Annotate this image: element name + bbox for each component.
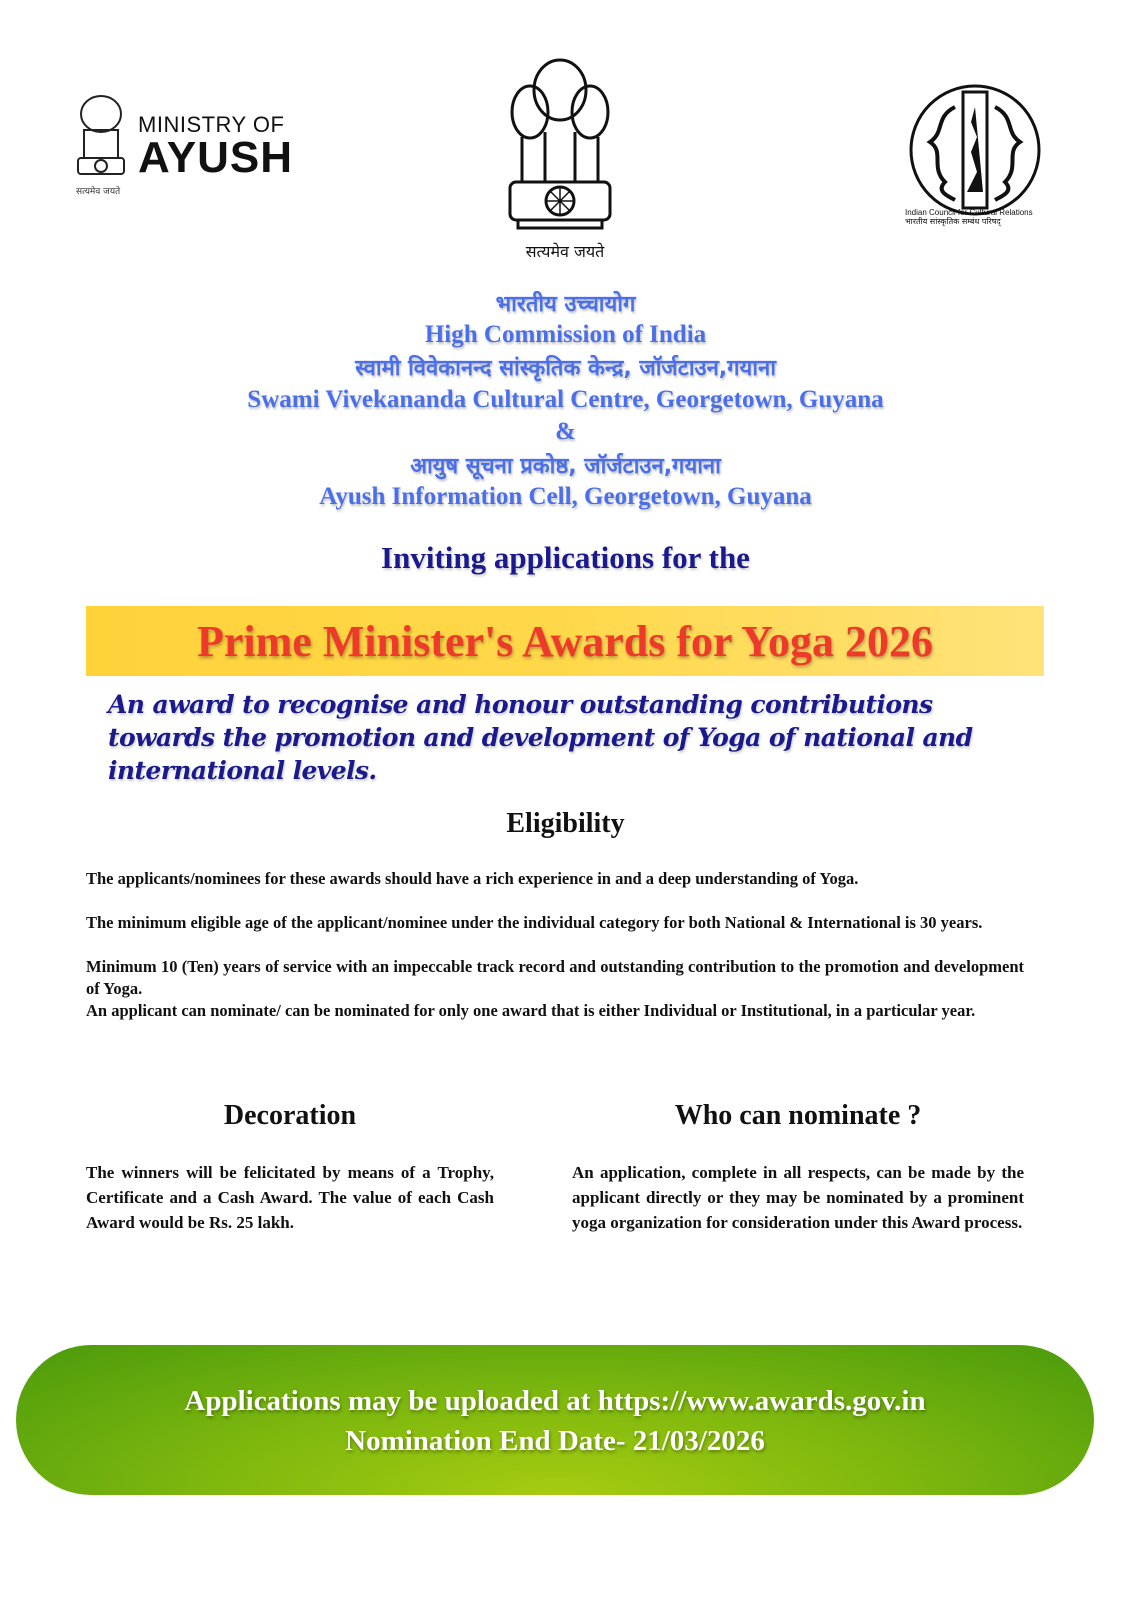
ministry-of-ayush-logo: [70, 92, 300, 202]
iccr-caption-hi: भारतीय सांस्कृतिक सम्बंध परिषद्: [905, 217, 1001, 227]
decoration-text: The winners will be felicitated by means of a Trophy, Certificate and a Cash Award. The value of each Cash Award would be Rs. 25 lakh.: [86, 1163, 494, 1232]
header-ayush-cell: Ayush Information Cell, Georgetown, Guyana: [319, 483, 812, 510]
application-info-banner: [16, 1345, 1094, 1495]
eligibility-heading: Eligibility: [506, 808, 625, 839]
eligibility-section: [86, 868, 1024, 1022]
emblem-icon: [70, 92, 132, 182]
ayush-line1: MINISTRY OF: [138, 112, 285, 137]
invite-heading: Inviting applications for the: [381, 540, 750, 575]
header-high-commission: High Commission of India: [424, 321, 707, 348]
eligibility-para: An applicant can nominate/ can be nominated for only one award that is either Individual or Institutional, in a particular year.: [86, 1001, 976, 1020]
iccr-caption-en: Indian Council for Cultural Relations: [905, 208, 1033, 217]
ayush-line2: AYUSH: [138, 133, 293, 182]
header-ampersand: &: [555, 418, 576, 445]
emblem-motto: सत्यमेव जयते: [525, 242, 605, 261]
eligibility-para: Minimum 10 (Ten) years of service with an impeccable track record and outstanding contribution to the promotion and development of Yoga.: [86, 957, 1024, 998]
ayush-wordmark: [138, 114, 293, 180]
title-banner: [86, 606, 1044, 676]
tagline: An award to recognise and honour outstanding contributions towards the promotion and development of Yoga of national and international levels.: [108, 690, 973, 785]
eligibility-para: The minimum eligible age of the applicant/nominee under the individual category for both National & International is 30 years.: [86, 913, 983, 932]
header-hindi-high-commission: भारतीय उच्चायोग: [495, 292, 636, 317]
national-emblem-icon: [500, 52, 620, 232]
header-hindi-ayush-cell: आयुष सूचना प्रकोष्ठ, जॉर्जटाउन,गयाना: [410, 454, 721, 479]
decoration-heading: Decoration: [223, 1100, 357, 1131]
nomination-end-date: Nomination End Date- 21/03/2026: [345, 1425, 765, 1457]
nominate-heading: Who can nominate ?: [674, 1100, 922, 1131]
eligibility-para: The applicants/nominees for these awards should have a rich experience in and a deep understanding of Yoga.: [86, 869, 859, 888]
ayush-motto: सत्यमेव जयते: [76, 187, 121, 197]
iccr-caption: [905, 208, 1055, 226]
upload-info: Applications may be uploaded at https://www.awards.gov.in: [184, 1385, 926, 1417]
header-svcc: Swami Vivekananda Cultural Centre, Georgetown, Guyana: [247, 386, 884, 413]
page-title: Prime Minister's Awards for Yoga 2026: [196, 616, 934, 666]
header-hindi-svcc: स्वामी विवेकानन्द सांस्कृतिक केन्द्र, जॉर्जटाउन,गयाना: [355, 356, 776, 381]
nominate-text: An application, complete in all respects, can be made by the applicant directly or they may be nominated by a prominent yoga organization for consideration under this Award process.: [572, 1163, 1024, 1232]
